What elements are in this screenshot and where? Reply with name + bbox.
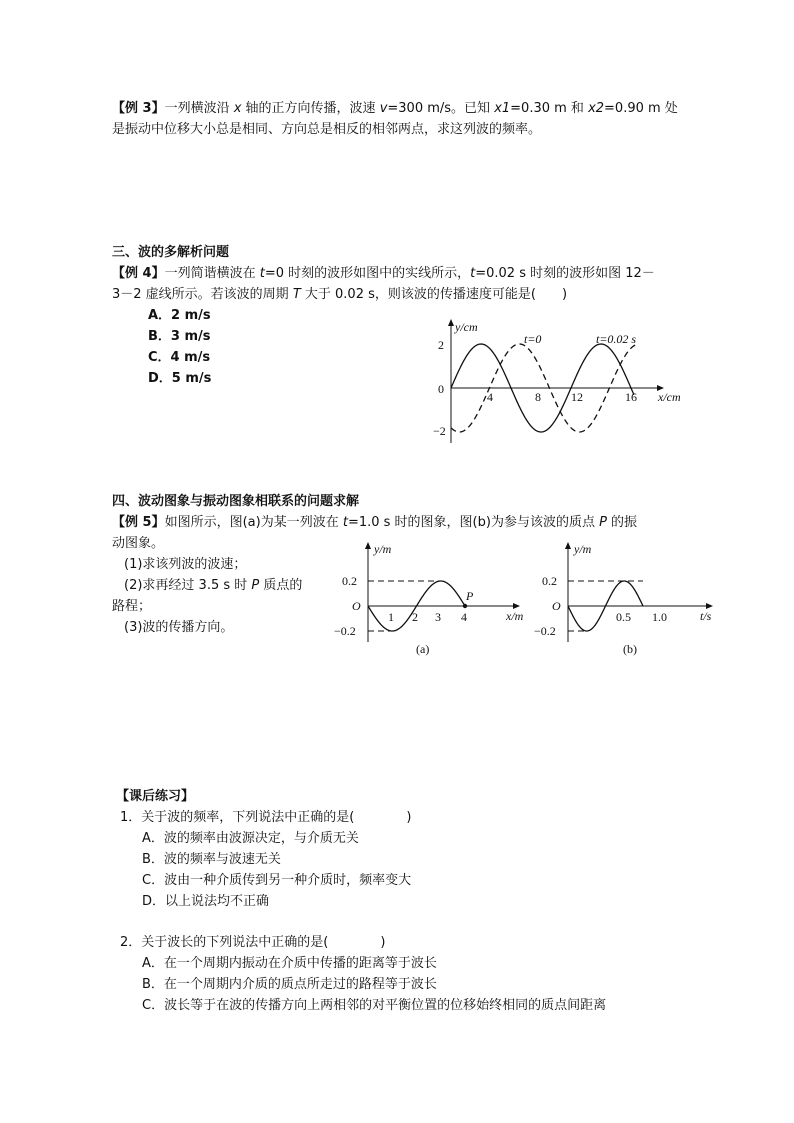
x-tick-16: 16	[625, 390, 637, 404]
hw-q1-option-d: D．以上说法均不正确	[142, 894, 270, 909]
x-tick-1-0: 1.0	[652, 610, 667, 624]
example-4-line-1: 【例 4】一列简谐横波在 t=0 时刻的波形如图中的实线所示，t=0.02 s 时刻的波形如图 12－	[112, 266, 655, 281]
x-tick-3: 3	[435, 610, 441, 624]
question-1: (1)求该列波的波速；	[124, 557, 247, 572]
label-t0: t=0	[524, 332, 542, 346]
wave-figure-a	[330, 537, 530, 662]
option-a: A．2 m/s	[148, 308, 211, 323]
x-tick-2: 2	[412, 610, 418, 624]
y-tick-top: 0.2	[342, 574, 357, 588]
hw-question-1: 1．关于波的频率，下列说法中正确的是( )	[120, 810, 412, 825]
x-tick-0-5: 0.5	[616, 610, 631, 624]
x-tick-8: 8	[535, 390, 541, 404]
label-t002: t=0.02 s	[596, 332, 637, 346]
point-p-label: P	[466, 589, 474, 603]
hw-q2-option-c: C．波长等于在波的传播方向上两相邻的对平衡位置的位移始终相同的质点间距离	[142, 998, 607, 1013]
x-tick-4: 4	[487, 390, 493, 404]
y-axis-arrow	[565, 542, 571, 549]
figure-caption-b: (b)	[623, 642, 637, 656]
point-p-marker	[463, 604, 467, 608]
section-4-heading: 四、波动图象与振动图象相联系的问题求解	[112, 494, 360, 509]
origin-label: O	[552, 599, 561, 613]
hw-q1-option-c: C．波由一种介质传到另一种介质时，频率变大	[142, 873, 412, 888]
x-tick-4: 4	[461, 610, 467, 624]
hw-q1-option-b: B．波的频率与波速无关	[142, 852, 281, 867]
option-b: B．3 m/s	[148, 329, 211, 344]
y-tick-2: 2	[438, 338, 444, 352]
y-axis-arrow	[448, 319, 454, 326]
example-3-line-2: 是振动中位移大小总是相同、方向总是相反的相邻两点，求这列波的频率。	[112, 122, 542, 137]
x-tick-1: 1	[388, 610, 394, 624]
example-5-line-1: 【例 5】如图所示，图(a)为某一列波在 t=1.0 s 时的图象，图(b)为参与该波的质点 P 的振	[112, 515, 638, 530]
vibration-figure-b	[530, 537, 730, 662]
y-axis-arrow	[365, 542, 371, 549]
example-3-line-1: 【例 3】一列横波沿 x 轴的正方向传播，波速 v=300 m/s。已知 x1=0.30 m 和 x2=0.90 m 处	[112, 101, 678, 116]
y-axis-label: y/m	[574, 542, 592, 556]
y-tick-0: 0	[438, 382, 444, 396]
figure-caption-a: (a)	[416, 642, 430, 656]
option-d: D．5 m/s	[148, 371, 212, 386]
option-c: C．4 m/s	[148, 350, 211, 365]
question-2: (2)求再经过 3.5 s 时 P 质点的	[124, 578, 303, 593]
example-tag: 【例 3】	[112, 101, 165, 116]
x-axis-label: x/m	[506, 609, 524, 623]
y-axis-label: y/m	[374, 542, 392, 556]
example-tag: 【例 4】	[112, 266, 165, 281]
hw-q1-option-a: A．波的频率由波源决定，与介质无关	[142, 831, 359, 846]
wave-figure-ex4	[420, 315, 690, 450]
section-3-heading: 三、波的多解析问题	[112, 245, 230, 260]
y-tick-neg2: −2	[433, 424, 446, 438]
x-axis-label: t/s	[700, 609, 712, 623]
x-tick-12: 12	[571, 390, 583, 404]
x-axis-label: x/cm	[658, 390, 681, 404]
y-axis-label: y/cm	[455, 320, 478, 334]
example-tag: 【例 5】	[112, 515, 165, 530]
homework-heading: 【课后练习】	[116, 789, 195, 804]
question-3: (3)波的传播方向。	[124, 620, 234, 635]
example-4-line-2: 3－2 虚线所示。若该波的周期 T 大于 0.02 s，则该波的传播速度可能是( )	[112, 287, 568, 302]
example-5-line-2: 动图象。	[112, 536, 165, 551]
y-tick-bottom: −0.2	[534, 624, 556, 638]
y-tick-bottom: −0.2	[334, 624, 356, 638]
question-2-cont: 路程；	[112, 599, 152, 614]
y-tick-top: 0.2	[542, 574, 557, 588]
hw-question-2: 2．关于波长的下列说法中正确的是( )	[120, 935, 386, 950]
hw-q2-option-a: A．在一个周期内振动在介质中传播的距离等于波长	[142, 956, 437, 971]
hw-q2-option-b: B．在一个周期内介质的质点所走过的路程等于波长	[142, 977, 437, 992]
origin-label: O	[352, 599, 361, 613]
